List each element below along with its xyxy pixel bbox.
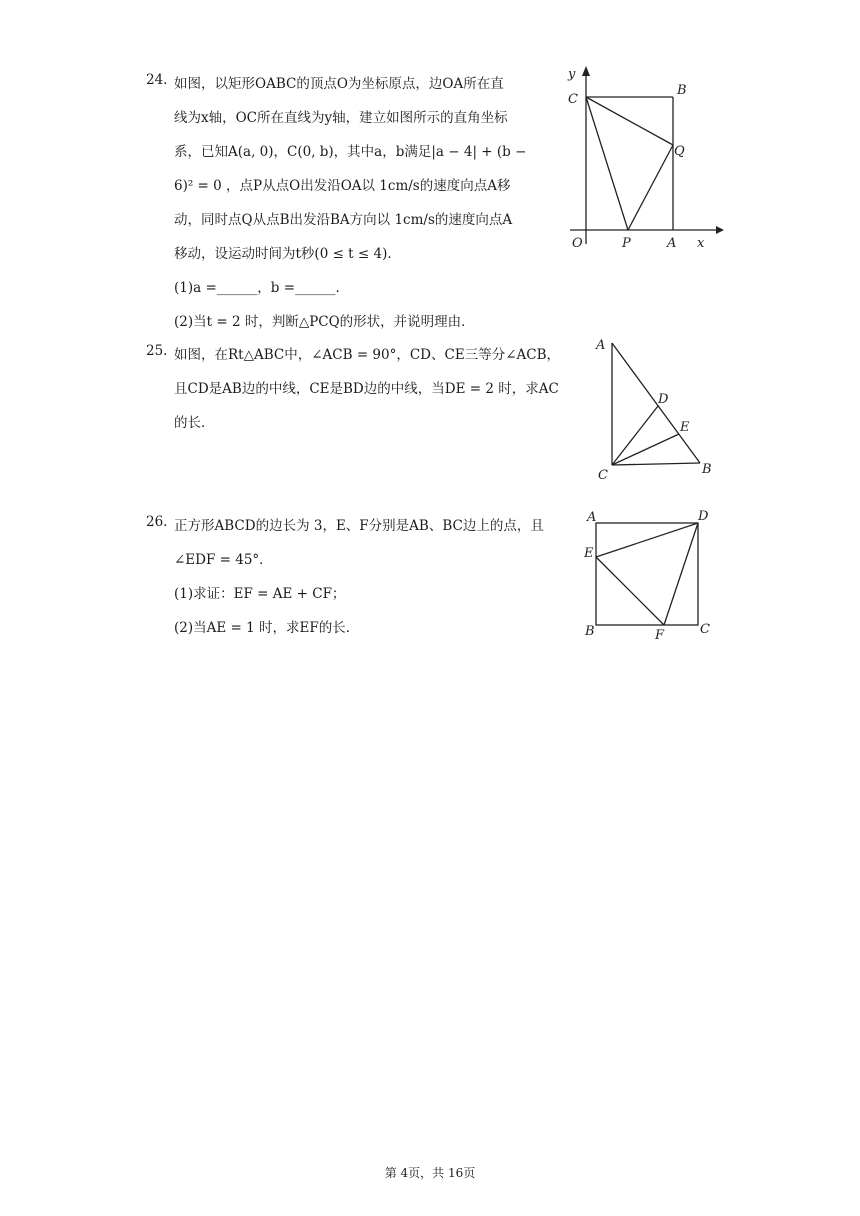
segment-pq <box>628 145 673 230</box>
problem-text-line: 且CD是AB边的中线，CE是BD边的中线，当DE = 2 时，求AC <box>174 381 559 397</box>
segment-cd <box>612 406 658 465</box>
label-x: x <box>697 236 705 251</box>
problem-text-line: 6)² = 0 ，点P从点O出发沿OA以 1cm/s的速度向点A移 <box>174 178 511 194</box>
problem-text-line: 如图，在Rt△ABC中，∠ACB = 90°，CD、CE三等分∠ACB， <box>174 347 561 363</box>
sub-question-2: (2)当t = 2 时，判断△PCQ的形状，并说明理由． <box>174 314 475 330</box>
problem-number: 25. <box>146 343 168 359</box>
label-y: y <box>568 67 576 82</box>
problem-number: 24. <box>146 72 168 88</box>
segment-ed <box>596 523 698 557</box>
problem-text-line: 的长． <box>174 415 215 431</box>
label-q: Q <box>674 144 685 159</box>
label-b: B <box>677 83 687 98</box>
sub-question-2: (2)当AE = 1 时，求EF的长． <box>174 620 360 636</box>
figure-26 <box>580 505 720 645</box>
sub-question-1: (1)a =______，b =______． <box>174 280 350 296</box>
label-p: P <box>622 236 631 251</box>
label-c: C <box>598 468 608 483</box>
x-axis-arrow-icon <box>716 226 724 234</box>
label-e: E <box>584 546 594 561</box>
label-d: D <box>698 509 709 524</box>
label-d: D <box>658 392 669 407</box>
problem-text-line: 如图，以矩形OABC的顶点O为坐标原点，边OA所在直 <box>174 76 504 92</box>
label-b: B <box>702 462 712 477</box>
sub-question-1: (1)求证：EF = AE + CF； <box>174 586 346 602</box>
label-a: A <box>596 338 606 353</box>
problem-text-line: 动，同时点Q从点B出发沿BA方向以 1cm/s的速度向点A <box>174 212 513 228</box>
problem-text-line: 正方形ABCD的边长为 3，E、F分别是AB、BC边上的点，且 <box>174 518 544 534</box>
label-e: E <box>680 420 690 435</box>
segment-ce <box>612 434 679 465</box>
problem-text-line: 移动，设运动时间为t秒(0 ≤ t ≤ 4)． <box>174 246 401 262</box>
problem-text-line: 系，已知A(a, 0)，C(0, b)，其中a，b满足|a − 4| + (b − <box>174 144 527 160</box>
label-c: C <box>700 622 710 637</box>
segment-df <box>664 523 698 625</box>
segment-cb <box>612 463 700 465</box>
label-b: B <box>585 624 595 639</box>
y-axis-arrow-icon <box>582 66 590 76</box>
square-abcd <box>596 523 698 625</box>
label-a: A <box>587 510 597 525</box>
problem-number: 26. <box>146 514 168 530</box>
figure-24 <box>560 62 730 252</box>
label-f: F <box>655 628 665 643</box>
label-a: A <box>667 236 677 251</box>
label-c: C <box>568 92 578 107</box>
segment-ef <box>596 557 664 625</box>
label-o: O <box>572 236 583 251</box>
problem-text-line: ∠EDF = 45°． <box>174 552 273 568</box>
page-footer: 第 4页，共 16页 <box>384 1166 476 1180</box>
figure-25 <box>590 333 720 483</box>
problem-text-line: 线为x轴，OC所在直线为y轴，建立如图所示的直角坐标 <box>174 110 508 126</box>
